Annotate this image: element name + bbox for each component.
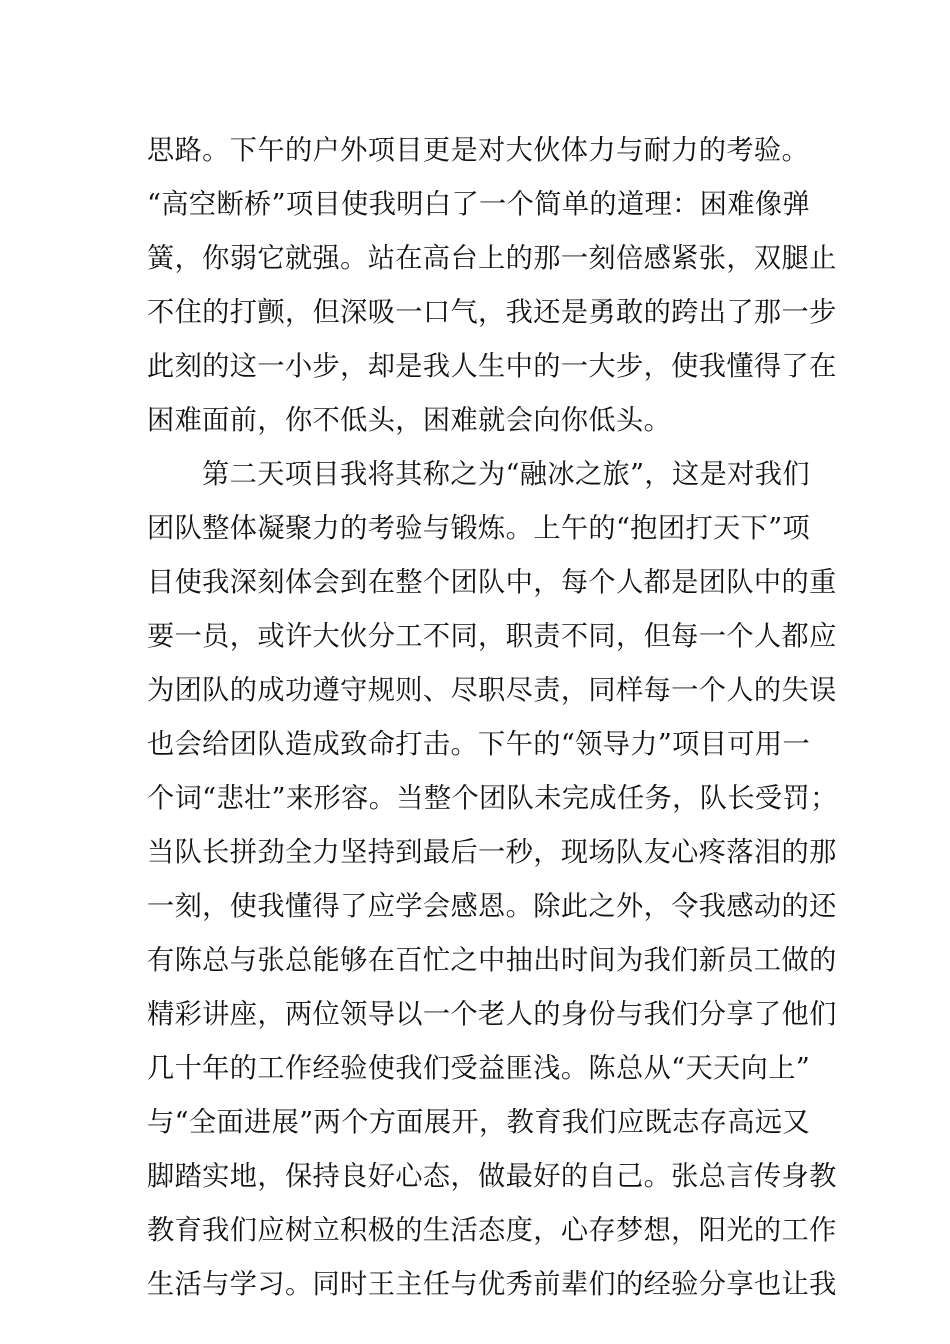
text-line: 当队长拼劲全力坚持到最后一秒，现场队友心疼落泪的那 xyxy=(147,837,837,868)
text-line: 生活与学习。同时王主任与优秀前辈们的经验分享也让我 xyxy=(147,1269,837,1300)
text-line: 与“全面进展”两个方面展开，教育我们应既志存高远又 xyxy=(147,1107,811,1138)
text-line: 不住的打颤，但深吸一口气，我还是勇敢的跨出了那一步 xyxy=(147,297,837,328)
text-line: 困难面前，你不低头，困难就会向你低头。 xyxy=(147,405,672,436)
text-line: 教育我们应树立积极的生活态度，心存梦想，阳光的工作 xyxy=(147,1215,837,1246)
text-line: 为团队的成功遵守规则、尽职尽责，同样每一个人的失误 xyxy=(147,675,837,706)
text-line: 簧，你弱它就强。站在高台上的那一刻倍感紧张，双腿止 xyxy=(147,243,837,274)
text-line: 脚踏实地，保持良好心态，做最好的自己。张总言传身教 xyxy=(147,1161,837,1192)
text-line: 也会给团队造成致命打击。下午的“领导力”项目可用一 xyxy=(147,729,811,760)
text-line: 思路。下午的户外项目更是对大伙体力与耐力的考验。 xyxy=(147,135,810,166)
paragraph-first-line: 第二天项目我将其称之为“融冰之旅”，这是对我们 xyxy=(202,459,810,490)
document-body xyxy=(147,124,838,1312)
text-line: 个词“悲壮”来形容。当整个团队未完成任务，队长受罚； xyxy=(147,783,838,814)
text-line: 有陈总与张总能够在百忙之中抽出时间为我们新员工做的 xyxy=(147,945,837,976)
text-line: 精彩讲座，两位领导以一个老人的身份与我们分享了他们 xyxy=(147,999,837,1030)
text-line: 几十年的工作经验使我们受益匪浅。陈总从“天天向上” xyxy=(147,1053,811,1084)
text-line: 要一员，或许大伙分工不同，职责不同，但每一个人都应 xyxy=(147,621,837,652)
text-line: 团队整体凝聚力的考验与锻炼。上午的“抱团打天下”项 xyxy=(147,513,811,544)
text-line: 此刻的这一小步，却是我人生中的一大步，使我懂得了在 xyxy=(147,351,837,382)
text-line: 目使我深刻体会到在整个团队中，每个人都是团队中的重 xyxy=(147,567,837,598)
text-line: 一刻，使我懂得了应学会感恩。除此之外，令我感动的还 xyxy=(147,891,837,922)
text-line: “高空断桥”项目使我明白了一个简单的道理：困难像弹 xyxy=(147,189,811,220)
